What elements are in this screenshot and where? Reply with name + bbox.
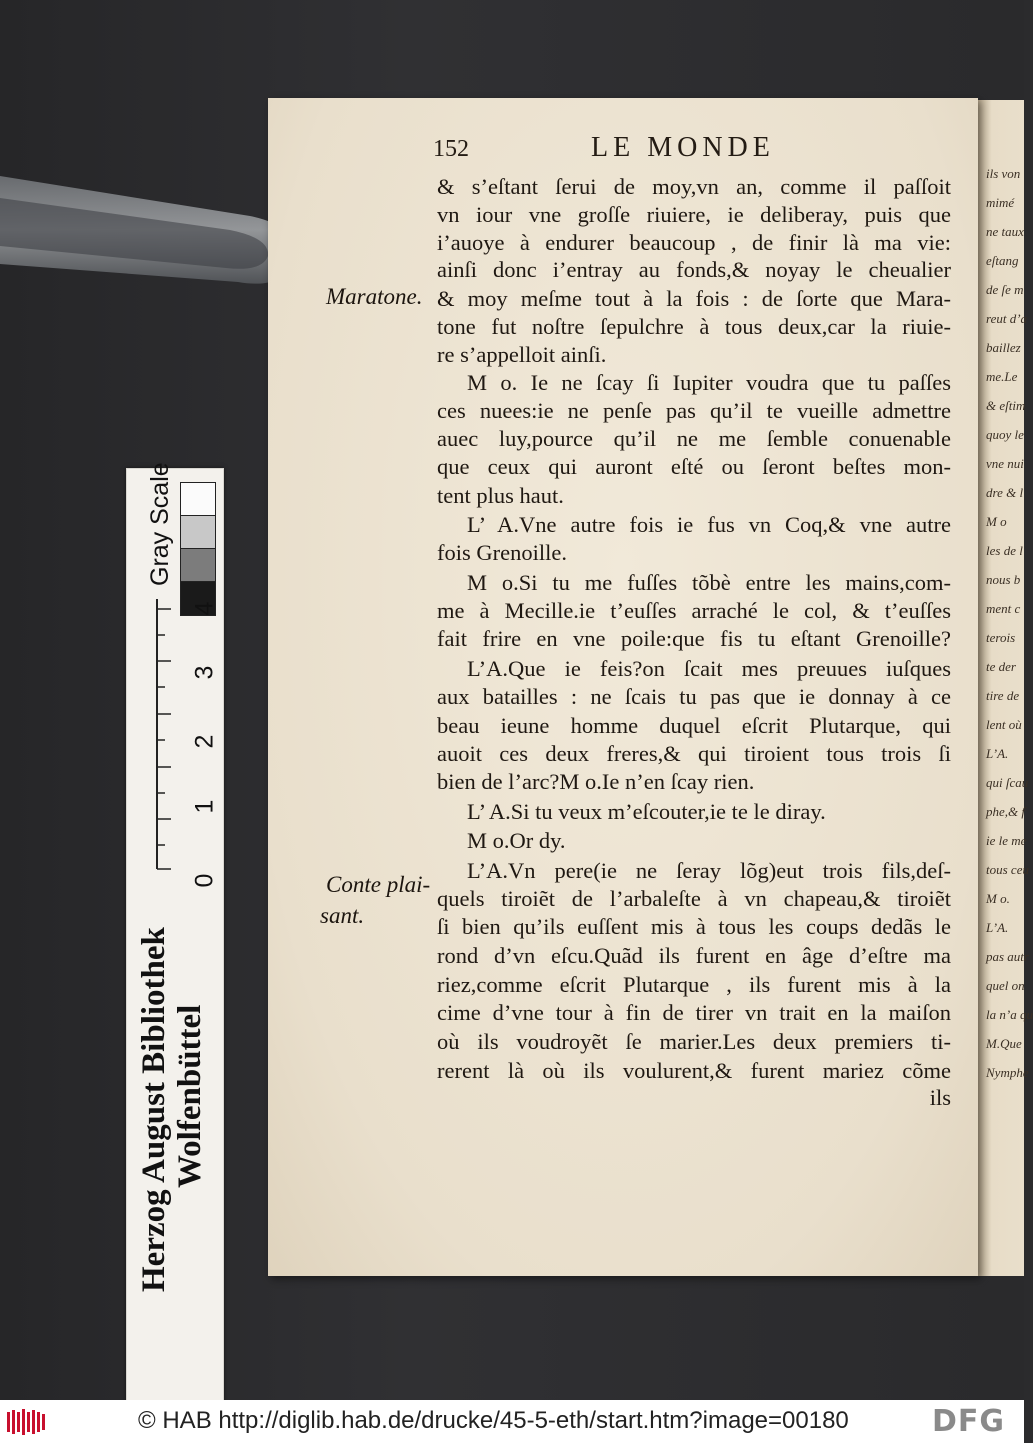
next-page-text-fragment: L’A.: [986, 746, 1009, 761]
text-line: L’A.Vn pere(ie ne ſeray lõg)eut trois fils,deſ-: [467, 858, 951, 883]
text-line: tent plus haut.: [437, 483, 564, 508]
next-page-text-fragment: & eſtim: [986, 398, 1026, 413]
next-page-text-fragment: tous ceu: [986, 862, 1029, 877]
next-page-text-fragment: ment c: [986, 601, 1021, 616]
footer-credit-link[interactable]: © HAB http://diglib.hab.de/drucke/45-5-eth/start.htm?image=00180: [138, 1407, 849, 1434]
next-page-text-fragment: nous b: [986, 572, 1021, 587]
next-page-text-fragment: ie le me: [986, 833, 1027, 848]
ruler-tick-4: 4: [190, 601, 219, 616]
next-page-text-fragment: lent où: [986, 717, 1022, 732]
next-page-text-fragment: te der: [986, 659, 1016, 674]
next-page-text-fragment: L’A.: [986, 920, 1009, 935]
marginal-note-maratone: Maratone.: [326, 284, 423, 309]
next-page-text-fragment: tire de: [986, 688, 1020, 703]
text-line: re s’appelloit ainſi.: [437, 342, 607, 367]
next-page-text-fragment: quoy le: [986, 427, 1024, 442]
next-page-text-fragment: M o: [986, 514, 1007, 529]
next-page-text-fragment: vne nui: [986, 456, 1024, 471]
page-clamp: [0, 168, 300, 298]
next-page-text-fragment: baillez: [986, 340, 1021, 355]
text-line: auec luy,pource qu’il ne me ſemble conuenable: [437, 426, 951, 451]
institution-city: Wolfenbüttel: [172, 1004, 208, 1188]
text-line: M o. Ie ne ſcay ſi Iupiter voudra que tu paſſes: [467, 370, 951, 395]
institution-name: Herzog August Bibliothek: [136, 927, 172, 1292]
next-page-text-fragment: les de l: [986, 543, 1023, 558]
next-page-text-fragment: qui ſcau: [986, 775, 1029, 790]
text-line: ſi bien qu’ils euſſent mis à tous les coups dedãs le: [437, 914, 951, 939]
next-page-text-fragment: M.Que: [986, 1036, 1022, 1051]
text-line: M o.Si tu me fuſſes tõbè entre les mains,com-: [467, 570, 951, 595]
hab-logo-icon: [6, 1408, 48, 1436]
text-line: où ils voudroyẽt ſe marier.Les deux premiers ti-: [437, 1029, 951, 1054]
next-page-text-fragment: ils von: [986, 166, 1021, 181]
text-line: rerent là où ils voulurent,& furent mariez cõme: [437, 1058, 951, 1083]
marginal-note-conte-line1: Conte plai-: [326, 872, 431, 897]
next-page-text-fragment: phe,& f: [986, 804, 1025, 819]
text-line: L’A.Que ie feis?on ſcait mes preuues iuſques: [467, 656, 951, 681]
next-page-text-fragment: pas autr: [986, 949, 1029, 964]
next-page-text-fragment: mimé: [986, 195, 1015, 210]
text-line: tone fut noſtre ſepulchre à tous deux,car la riuie-: [437, 314, 951, 339]
text-line: & moy meſme tout à la fois : de ſorte que Mara-: [437, 286, 951, 311]
text-line: beau ieune homme duquel eſcrit Plutarque, qui: [437, 713, 951, 738]
text-line: riez,comme eſcrit Plutarque , ils furent mis à la: [437, 972, 951, 997]
next-page-text-fragment: eſtang: [986, 253, 1019, 268]
text-line: L’ A.Si tu veux m’eſcouter,ie te le diray.: [467, 799, 826, 824]
text-line: ils: [929, 1085, 951, 1110]
text-line: L’ A.Vne autre fois ie fus vn Coq,& vne autre: [467, 512, 951, 537]
text-line: auoit ces deux freres,& qui tiroient tous trois ſi: [437, 741, 951, 766]
text-line: ainſi donc i’entray au fonds,& noyay le cheualier: [437, 257, 951, 282]
text-line: M o.Or dy.: [467, 828, 566, 853]
text-line: rond d’vn eſcu.Quãd ils furent en âge d’eſtre ma: [437, 943, 951, 968]
next-page-text-fragment: reut d’a: [986, 311, 1028, 326]
page-number: 152: [433, 136, 469, 162]
ruler-institution: [136, 812, 208, 1292]
next-page-text-fragment: dre & l: [986, 485, 1024, 500]
ruler-tick-1: 1: [190, 799, 219, 814]
text-line: ces nuees:ie ne penſe pas qu’il te vueille admettre: [437, 398, 951, 423]
gray-swatch-mid: [180, 515, 216, 550]
text-line: fait frire en vne poile:que fis tu eſtant Grenoille?: [437, 626, 951, 651]
text-line: bien de l’arc?M o.Ie n’en ſcay rien.: [437, 769, 755, 794]
text-line: aux batailles : ne ſcais tu pas que ie donnay à ce: [437, 684, 951, 709]
text-line: me à Mecille.ie t’euſſes arraché le col, & t’euſſes: [437, 598, 951, 623]
next-page-text-fragment: quel on: [986, 978, 1025, 993]
ruler-tick-2: 2: [190, 734, 219, 749]
next-page-text-fragment: me.Le: [986, 369, 1018, 384]
text-line: fois Grenoille.: [437, 540, 567, 565]
next-page-text-fragment: ne taux: [986, 224, 1024, 239]
dfg-logo: DFG: [932, 1404, 1006, 1439]
next-page-text-fragment: Nymphe: [986, 1065, 1029, 1080]
next-page-text-fragment: M o.: [986, 891, 1010, 906]
gray-swatch-dark: [180, 548, 216, 583]
running-title: LE MONDE: [591, 132, 775, 163]
ruler-tick-3: 3: [190, 665, 219, 680]
marginal-note-conte-line2: sant.: [320, 903, 365, 928]
gray-scale-label: Gray Scale: [146, 462, 174, 586]
text-line: cime d’vne tour à fin de tirer vn trait en la maiſon: [437, 1000, 951, 1025]
text-line: & s’eſtant ſerui de moy,vn an, comme il paſſoit: [437, 174, 951, 199]
footer-bar: [0, 1400, 1024, 1443]
text-line: i’auoye à endurer beaucoup , de finir là ma vie:: [437, 230, 951, 255]
text-line: quels tiroiẽt de l’arbaleſte à vn chapeau,& tiroiẽt: [437, 886, 951, 911]
gray-swatch-white: [180, 482, 216, 517]
text-line: vn iour vne groſſe riuiere, ie deliberay, puis que: [437, 202, 951, 227]
next-page-text-fragment: terois: [986, 630, 1016, 645]
next-page-text-fragment: la n’a qu: [986, 1007, 1033, 1022]
ruler-tick-0: 0: [190, 873, 219, 888]
next-page-edge: [978, 100, 1033, 1276]
text-line: que ceux qui auront eſté ou ſeront beſtes mon-: [437, 454, 951, 479]
next-page-text-fragment: de ſe m: [986, 282, 1024, 297]
